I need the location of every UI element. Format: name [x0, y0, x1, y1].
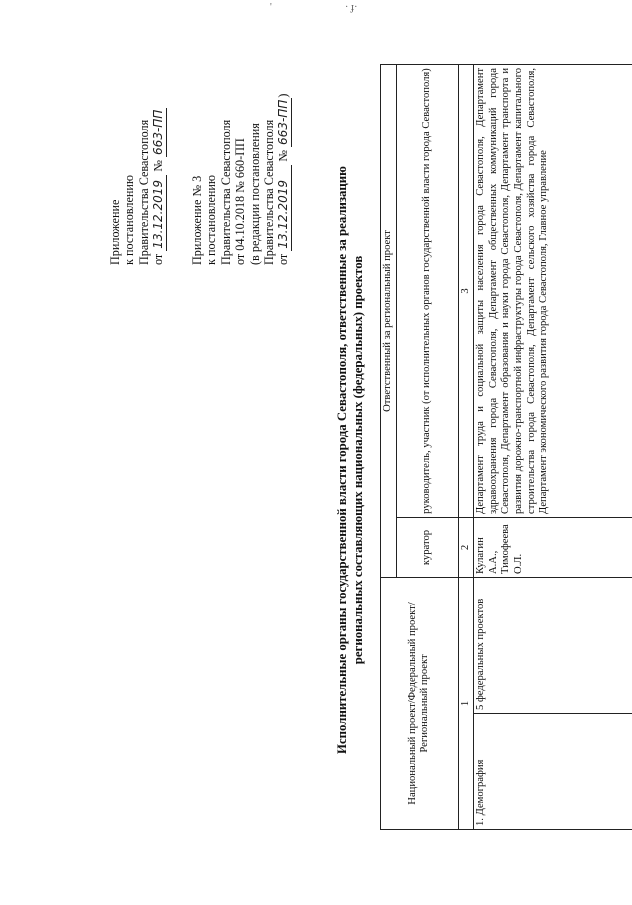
- handwritten-date: 13.12.2019: [151, 175, 166, 251]
- col-number: 2: [458, 518, 474, 578]
- header-head-participant: руководитель, участник (от исполнительных органов государственной власти города Севастополя): [396, 65, 458, 518]
- header-curator: куратор: [396, 518, 458, 578]
- header-project: Национальный проект/Федеральный проект/ Региональный проект: [381, 578, 459, 830]
- appendix-authority: Правительства Севастополя: [136, 119, 151, 265]
- handwritten-date: 13.12.2019: [276, 165, 291, 251]
- appendix-header: [108, 108, 167, 265]
- table-row: [474, 65, 632, 830]
- scan-mark: · ɟ·: [345, 2, 358, 13]
- appendix-3-date-line: от 13.12.2019 № 663-ПП): [276, 93, 291, 265]
- appendix-3-header: Приложение № 3 к постановлению Правительства Севастополя от 04.10.2018 № 660-ПП (в редакции постановления Правительства Севастополя от 13.12.2019 № 663-ПП): [190, 93, 291, 265]
- col-number: 1: [458, 578, 474, 830]
- responsibility-table: [380, 64, 632, 830]
- scan-mark: ': [270, 2, 272, 13]
- col-number: 3: [458, 65, 474, 518]
- national-project: 1. Демография: [474, 714, 632, 830]
- header-responsible: Ответственный за региональный проект: [381, 65, 397, 578]
- appendix-date-line: от 13.12.2019 № 663-ПП: [151, 109, 166, 265]
- document-title: Исполнительные органы государственной власти города Севастополя, ответственные за реализацию региональных составляющих национальных (федеральных) проектов: [335, 166, 365, 754]
- handwritten-number: 663-ПП: [276, 99, 291, 145]
- handwritten-number: 663-ПП: [151, 109, 166, 155]
- federal-projects: 5 федеральных проектов: [474, 578, 632, 714]
- appendix-label: Приложение: [108, 199, 122, 265]
- curators: Кулагин А.А., Тимофеева О.Л.: [474, 518, 632, 578]
- appendix-ref: к постановлению: [122, 174, 137, 265]
- appendix-3-label: Приложение № 3: [190, 175, 204, 265]
- participants: Департамент труда и социальной защиты населения города Севастополя, Департамент здравоохранения города Севастополя, Департамент общественных коммуникаций города Севастополя, Департамент образования и науки города Севастополя, Департамент транспорта и развития дорожно-транспортной инфраструктуры города Севастополя, Департамент капитального строительства города Севастополя, Департамент сельского хозяйства города Севастополя, Департамент экономического развития города Севастополя, Главное управление: [474, 65, 632, 518]
